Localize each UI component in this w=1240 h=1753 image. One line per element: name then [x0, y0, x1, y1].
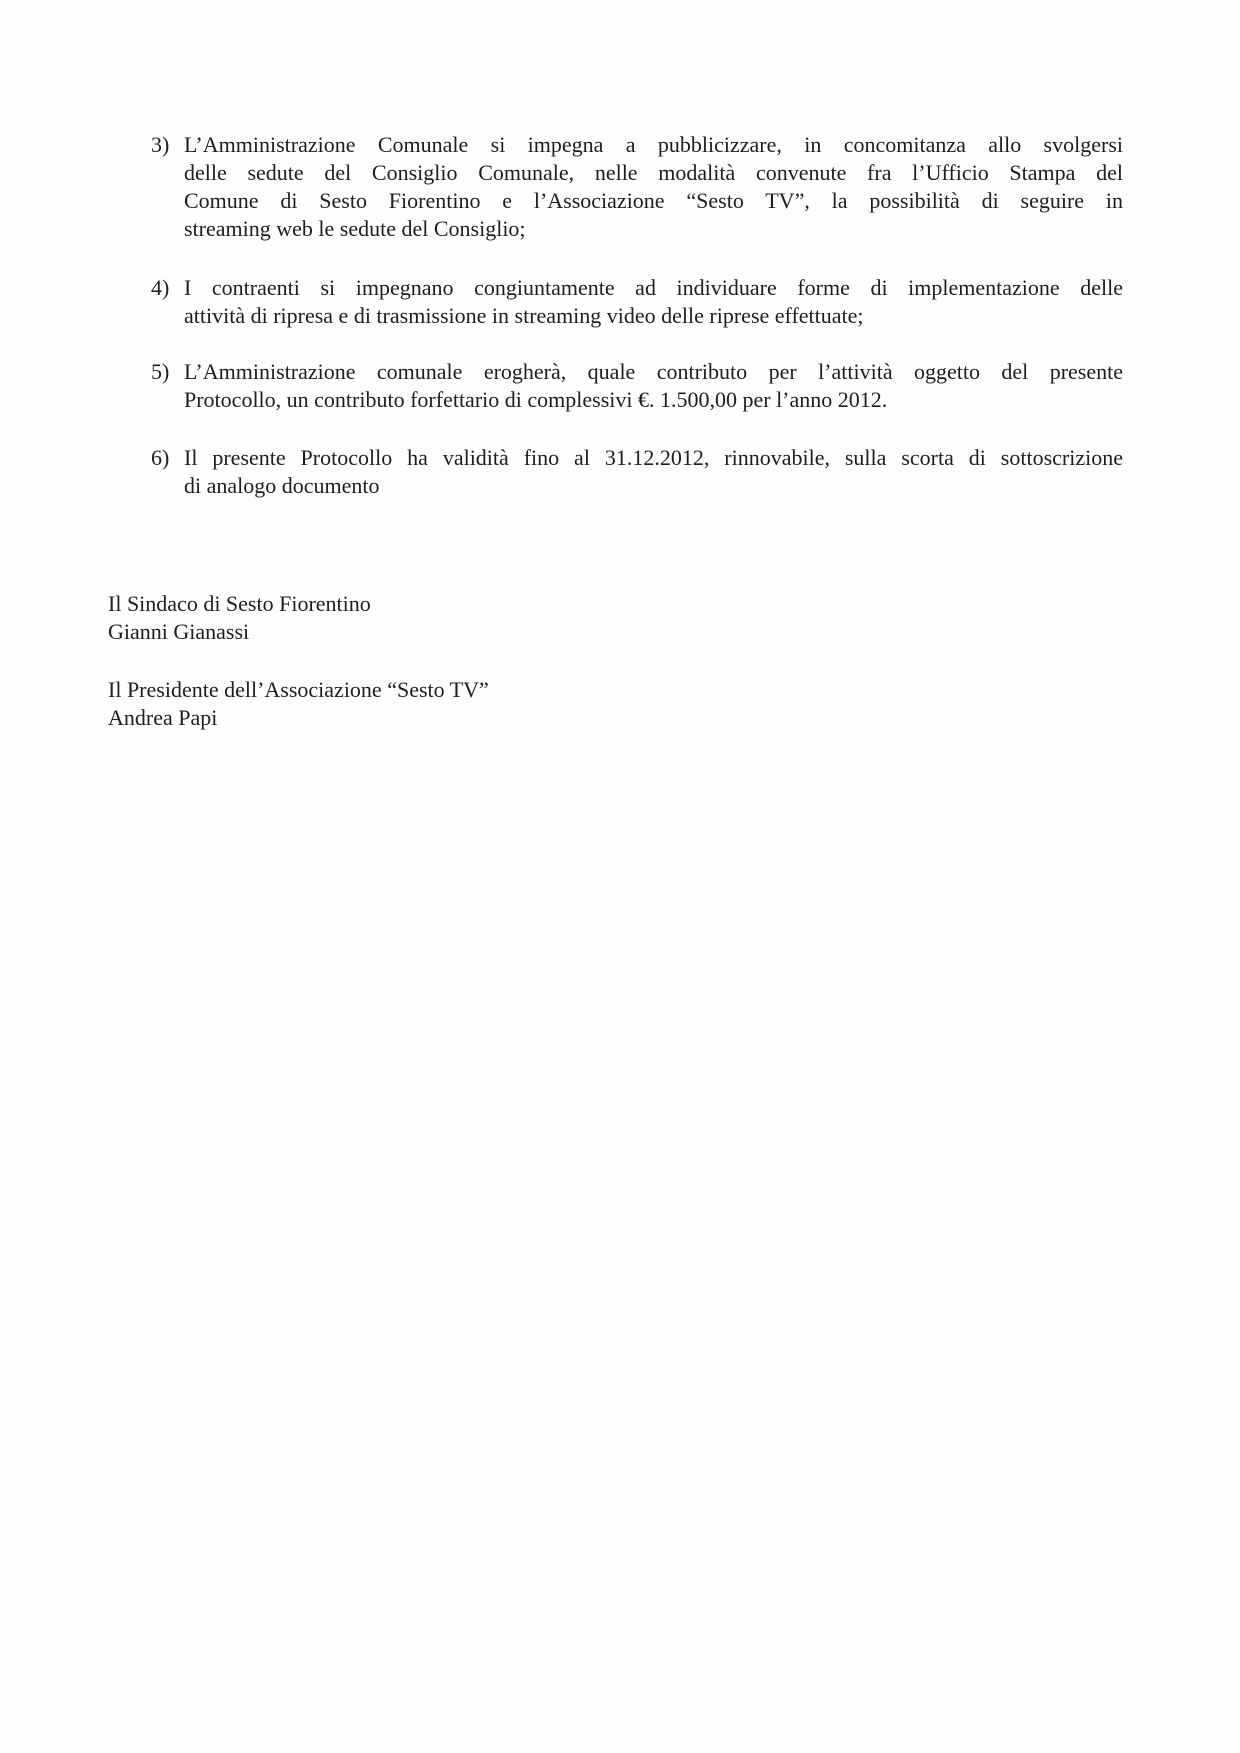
signature-name: Gianni Gianassi	[108, 619, 250, 644]
clause-number: 5)	[151, 359, 170, 384]
clause-line: L’Amministrazione comunale erogherà, quale contributo per l’attività oggetto del presente	[184, 359, 1123, 384]
clause-3	[151, 131, 1123, 243]
clause-line: L’Amministrazione Comunale si impegna a pubblicizzare, in concomitanza allo svolgersi	[184, 132, 1123, 157]
clause-line: di analogo documento	[184, 473, 380, 498]
clause-4	[151, 274, 1123, 330]
signature-role: Il Presidente dell’Associazione “Sesto TV”	[108, 677, 489, 702]
clause-number: 6)	[151, 445, 170, 470]
clause-line: I contraenti si impegnano congiuntamente ad individuare forme di implementazione delle	[184, 275, 1123, 300]
clause-5	[151, 358, 1123, 414]
signature-president	[108, 676, 489, 732]
clause-number: 4)	[151, 275, 170, 300]
clause-line: delle sedute del Consiglio Comunale, nelle modalità convenute fra l’Ufficio Stampa del	[184, 160, 1123, 185]
signature-role: Il Sindaco di Sesto Fiorentino	[108, 591, 371, 616]
clause-line: streaming web le sedute del Consiglio;	[184, 216, 526, 241]
signature-mayor	[108, 590, 371, 646]
clause-number: 3)	[151, 132, 170, 157]
clause-6	[151, 444, 1123, 500]
clause-line: Protocollo, un contributo forfettario di complessivi €. 1.500,00 per l’anno 2012.	[184, 387, 888, 412]
signature-name: Andrea Papi	[108, 705, 218, 730]
clause-line: Comune di Sesto Fiorentino e l’Associazione “Sesto TV”, la possibilità di seguire in	[184, 188, 1123, 213]
clause-line: Il presente Protocollo ha validità fino al 31.12.2012, rinnovabile, sulla scorta di sottoscrizione	[184, 445, 1123, 470]
clause-line: attività di ripresa e di trasmissione in streaming video delle riprese effettuate;	[184, 303, 864, 328]
